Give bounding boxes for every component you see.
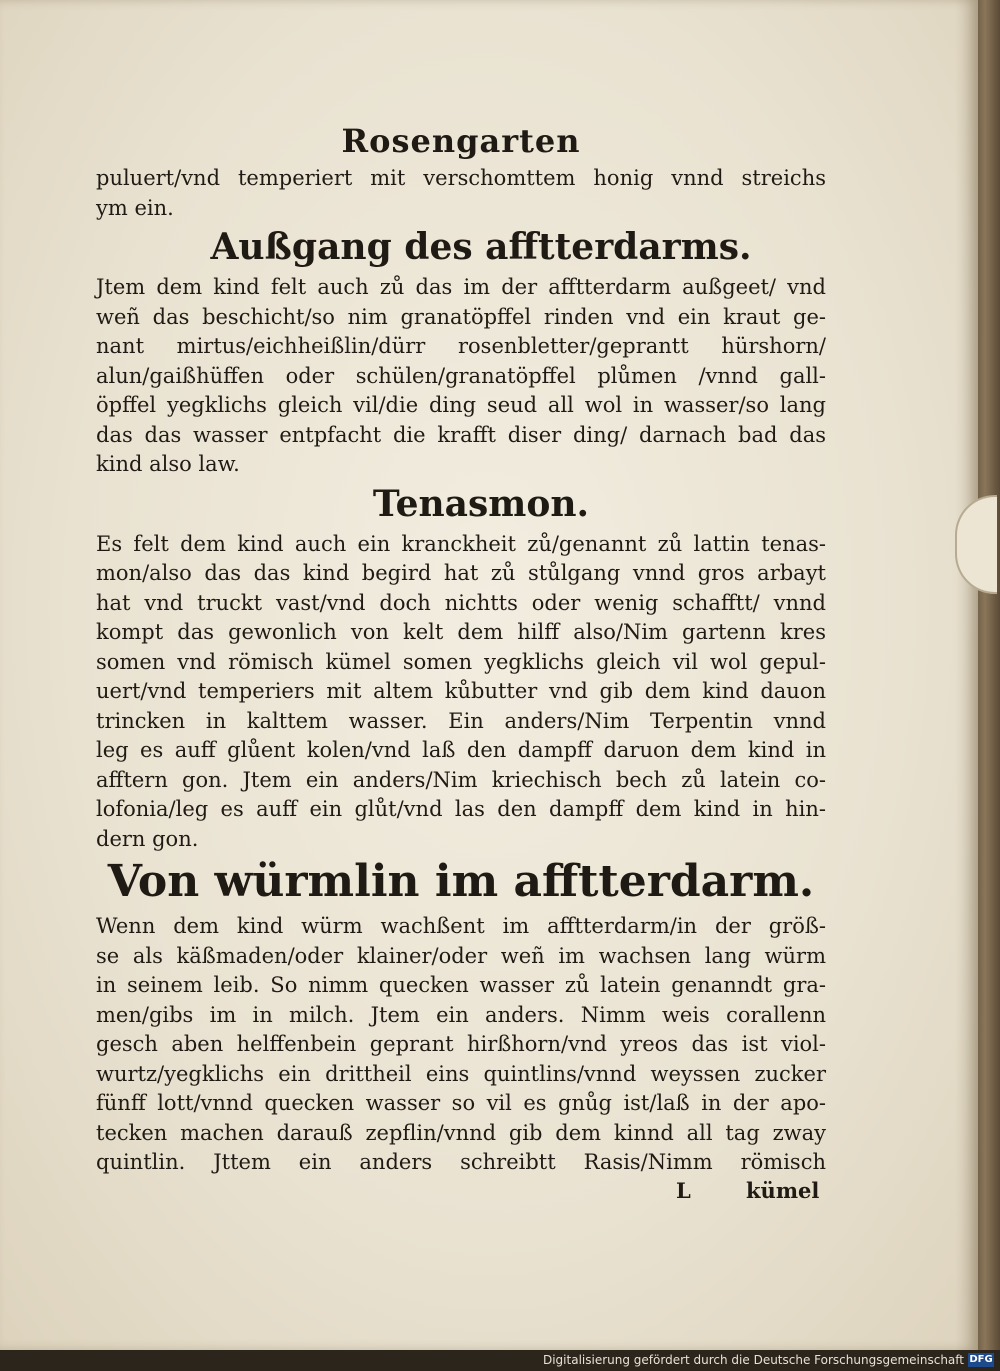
text-line: in seinem leib. So nimm quecken wasser zů latein genanndt gra- (96, 973, 826, 997)
text-line: nant mirtus/eichheißlin/dürr rosenbletter/geprantt hürshorn/ (96, 334, 826, 358)
section-heading: Außgang des afftterdarms. (210, 226, 752, 268)
text-line: weñ das beschicht/so nim granatöpffel rinden vnd ein kraut ge- (96, 304, 826, 329)
text-line: dern gon. (96, 826, 199, 851)
running-title: Rosengarten (341, 122, 581, 160)
text-line: wurtz/yegklichs ein drittheil eins quintlins/vnnd weyssen zucker (96, 1061, 826, 1086)
section-heading: Tenasmon. (372, 482, 590, 525)
page-text (96, 122, 826, 1208)
text-line: öpffel yegklichs gleich vil/die ding seud all wol in wasser/so lang (96, 393, 826, 417)
text-line: das das wasser entpfacht die krafft diser ding/ darnach bad das (96, 422, 826, 447)
dfg-logo: DFG (969, 1354, 993, 1365)
text-line: hat vnd truckt vast/vnd doch nichtts oder wenig schafftt/ vnnd (96, 590, 826, 615)
text-line: quintlin. Jttem ein anders schreibtt Rasis/Nimm römisch (96, 1150, 826, 1174)
text-line: fünff lott/vnnd quecken wasser so vil es gnůg ist/laß in der apo- (96, 1091, 826, 1115)
text-line: gesch aben helffenbein geprant hirßhorn/vnd yreos das ist viol- (96, 1032, 826, 1056)
text-line: Es felt dem kind auch ein kranckheit zů/genannt zů lattin tenas- (96, 531, 826, 556)
signature-mark: L (676, 1177, 691, 1203)
text-line: trincken in kalttem wasser. Ein anders/Nim Terpentin vnnd (96, 708, 826, 733)
text-line: leg es auff glůent kolen/vnd laß den dampff daruon dem kind in (96, 738, 826, 762)
text-line: mon/also das das kind begird hat zů stůlgang vnnd gros arbayt (96, 561, 826, 585)
book-edge (975, 0, 1000, 1371)
page-fold-shadow (955, 0, 978, 1350)
text-line: tecken machen darauß zepflin/vnnd gib dem kinnd all tag zway (96, 1120, 826, 1145)
text-line: kompt das gewonlich von kelt dem hilff also/Nim gartenn kres (96, 620, 826, 644)
text-line: se als käßmaden/oder klainer/oder weñ im wachsen lang würm (96, 943, 826, 968)
text-line: alun/gaißhüffen oder schülen/granatöpffel plůmen /vnnd gall- (96, 363, 826, 388)
text-line: somen vnd römisch kümel somen yegklichs gleich vil wol gepul- (96, 649, 826, 674)
text-line: men/gibs im in milch. Jtem ein anders. Nimm weis corallenn (96, 1002, 826, 1027)
text-line: kind also law. (96, 452, 240, 476)
text-line: ym ein. (96, 195, 174, 220)
text-line: lofonia/leg es auff ein glůt/vnd las den dampff dem kind in hin- (96, 797, 826, 821)
signature-catchword-row (96, 1178, 826, 1208)
text-line: afftern gon. Jtem ein anders/Nim kriechisch bech zů latein co- (96, 767, 826, 792)
text-line: Jtem dem kind felt auch zů das im der afftterdarm außgeet/ vnd (96, 275, 826, 299)
text-line: Wenn dem kind würm wachßent im afftterdarm/in der größ- (96, 914, 826, 938)
catchword: kümel (746, 1177, 820, 1203)
text-line: puluert/vnd temperiert mit verschomttem honig vnnd streichs (96, 166, 826, 190)
text-line: uert/vnd temperiers mit altem kůbutter vnd gib dem kind dauon (96, 679, 826, 703)
section-heading: Von würmlin im afftterdarm. (107, 856, 815, 907)
footer-credit: Digitalisierung gefördert durch die Deutsche Forschungsgemeinschaft (542, 1353, 964, 1367)
